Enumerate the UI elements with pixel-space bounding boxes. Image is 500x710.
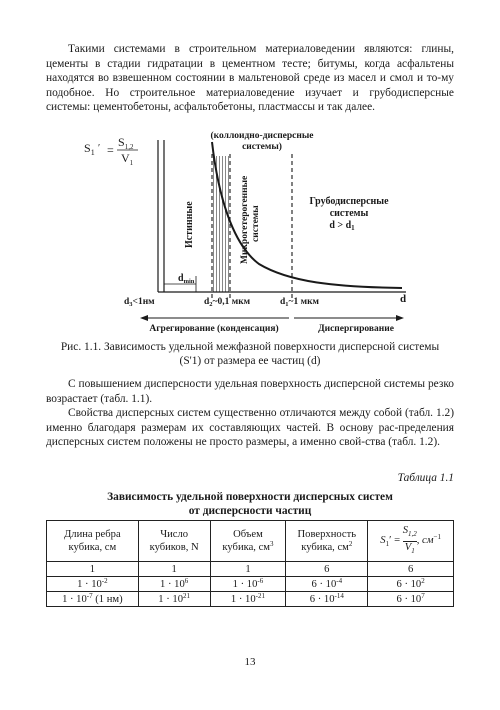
table-row bbox=[47, 562, 454, 577]
table-cell: 1 bbox=[47, 562, 139, 577]
paragraph-3: Свойства дисперсных систем существенно отличаются между собой (табл. 1.2) именно благодаря размерам их составляющих частей. В основу рас-пределения дисперсных систем положены не просто размеры, а именно свой-ства (табл. 1.2). bbox=[46, 407, 454, 449]
label-coarse-2: системы bbox=[329, 208, 369, 219]
table-title-line1: Зависимость удельной поверхности дисперсных систем bbox=[107, 491, 393, 503]
label-colloid-1: (коллоидно-дисперсные bbox=[210, 131, 314, 141]
figure-caption-line1: Рис. 1.1. Зависимость удельной межфазной поверхности дисперсной системы bbox=[60, 341, 440, 353]
table-cell: $1 \cdot 10^{-2}$ bbox=[47, 577, 139, 592]
svg-text:=: = bbox=[107, 143, 114, 157]
label-colloid-2: системы) bbox=[242, 142, 282, 152]
label-micro-2: системы bbox=[251, 205, 261, 242]
table-cell: 1 bbox=[138, 562, 210, 577]
label-true-systems: Истинные bbox=[184, 201, 195, 248]
table-cell: $1 \cdot 10^6$ bbox=[138, 577, 210, 592]
svg-text:S1,2: $S_{1,2}$ bbox=[118, 135, 134, 151]
label-coarse-1: Грубодисперсные bbox=[309, 196, 389, 207]
table-cell: $1 \cdot 10^{-21}$ bbox=[210, 592, 286, 607]
table-cell: $6 \cdot 10^{-14}$ bbox=[286, 592, 368, 607]
header-edge-length: Длина ребра кубика, см bbox=[47, 521, 139, 562]
table-cell: $6 \cdot 10^7$ bbox=[368, 592, 454, 607]
data-table bbox=[46, 520, 454, 607]
page-number: 13 bbox=[244, 656, 256, 668]
label-dmin: $d_{min}$ bbox=[178, 273, 195, 285]
svg-text:′: ′ bbox=[98, 143, 101, 154]
table-row bbox=[47, 592, 454, 607]
svg-text:V1: $V_1$ bbox=[121, 151, 134, 167]
paragraph-2: С повышением дисперсности удельная поверхность дисперсной системы резко возрастает (табл. 1.1). bbox=[46, 378, 454, 405]
label-micro-1: Микрогетерогенные bbox=[240, 175, 250, 264]
header-count: Число кубиков, N bbox=[138, 521, 210, 562]
table-cell: $1 \cdot 10^{-6}$ bbox=[210, 577, 286, 592]
table-number: Таблица 1.1 bbox=[397, 472, 454, 484]
table-cell: 1 bbox=[210, 562, 286, 577]
axis-d-label: d bbox=[400, 293, 407, 305]
figure-specific-surface bbox=[84, 124, 424, 334]
tick-d3: $d_3<1нм$ bbox=[124, 297, 155, 308]
table-cell: $1 \cdot 10^{-7}$ (1 нм) bbox=[47, 592, 139, 607]
figure-formula bbox=[84, 135, 138, 167]
table-cell: 6 bbox=[286, 562, 368, 577]
table-cell: $1 \cdot 10^{21}$ bbox=[138, 592, 210, 607]
table-header-row bbox=[47, 521, 454, 562]
figure-caption-line2: (S'1) от размера ее частиц (d) bbox=[179, 355, 321, 367]
header-specific-surface: $S_1'$ = $\frac{S_{1,2}}{V_1}$ , $см^{-1}$ bbox=[368, 521, 454, 562]
hatched-band bbox=[212, 156, 230, 292]
table-row bbox=[47, 577, 454, 592]
arrow-left-label: Агрегирование (конденсация) bbox=[149, 324, 279, 334]
tick-d2: $d_2\sim 0,1$ мкм bbox=[204, 297, 251, 308]
label-coarse-3: $d > d_1$ bbox=[329, 220, 355, 232]
svg-text:S1: $S_1$ bbox=[84, 141, 95, 157]
header-volume: Объем кубика, $см^3$ bbox=[210, 521, 286, 562]
paragraph-1: Такими системами в строительном материаловедении являются: глины, цементы в стадии гидратации в цементном тесте; битумы, когда асфальтены находятся во взвешенном состоянии в мальтеновой среде из масел и смол и то-му подобное. Но строительное материаловедение изучает и грубодисперсные системы: цементобетоны, асфальтобетоны, пластмассы и так далее. bbox=[46, 43, 454, 114]
tick-d1: $d_1\sim 1$ мкм bbox=[280, 297, 320, 308]
table-cell: $6 \cdot 10^{-4}$ bbox=[286, 577, 368, 592]
table-cell: 6 bbox=[368, 562, 454, 577]
arrow-right-label: Диспергирование bbox=[318, 324, 394, 334]
table-cell: $6 \cdot 10^2$ bbox=[368, 577, 454, 592]
header-surface: Поверхность кубика, $см^2$ bbox=[286, 521, 368, 562]
table-title-line2: от дисперсности частиц bbox=[188, 505, 312, 517]
